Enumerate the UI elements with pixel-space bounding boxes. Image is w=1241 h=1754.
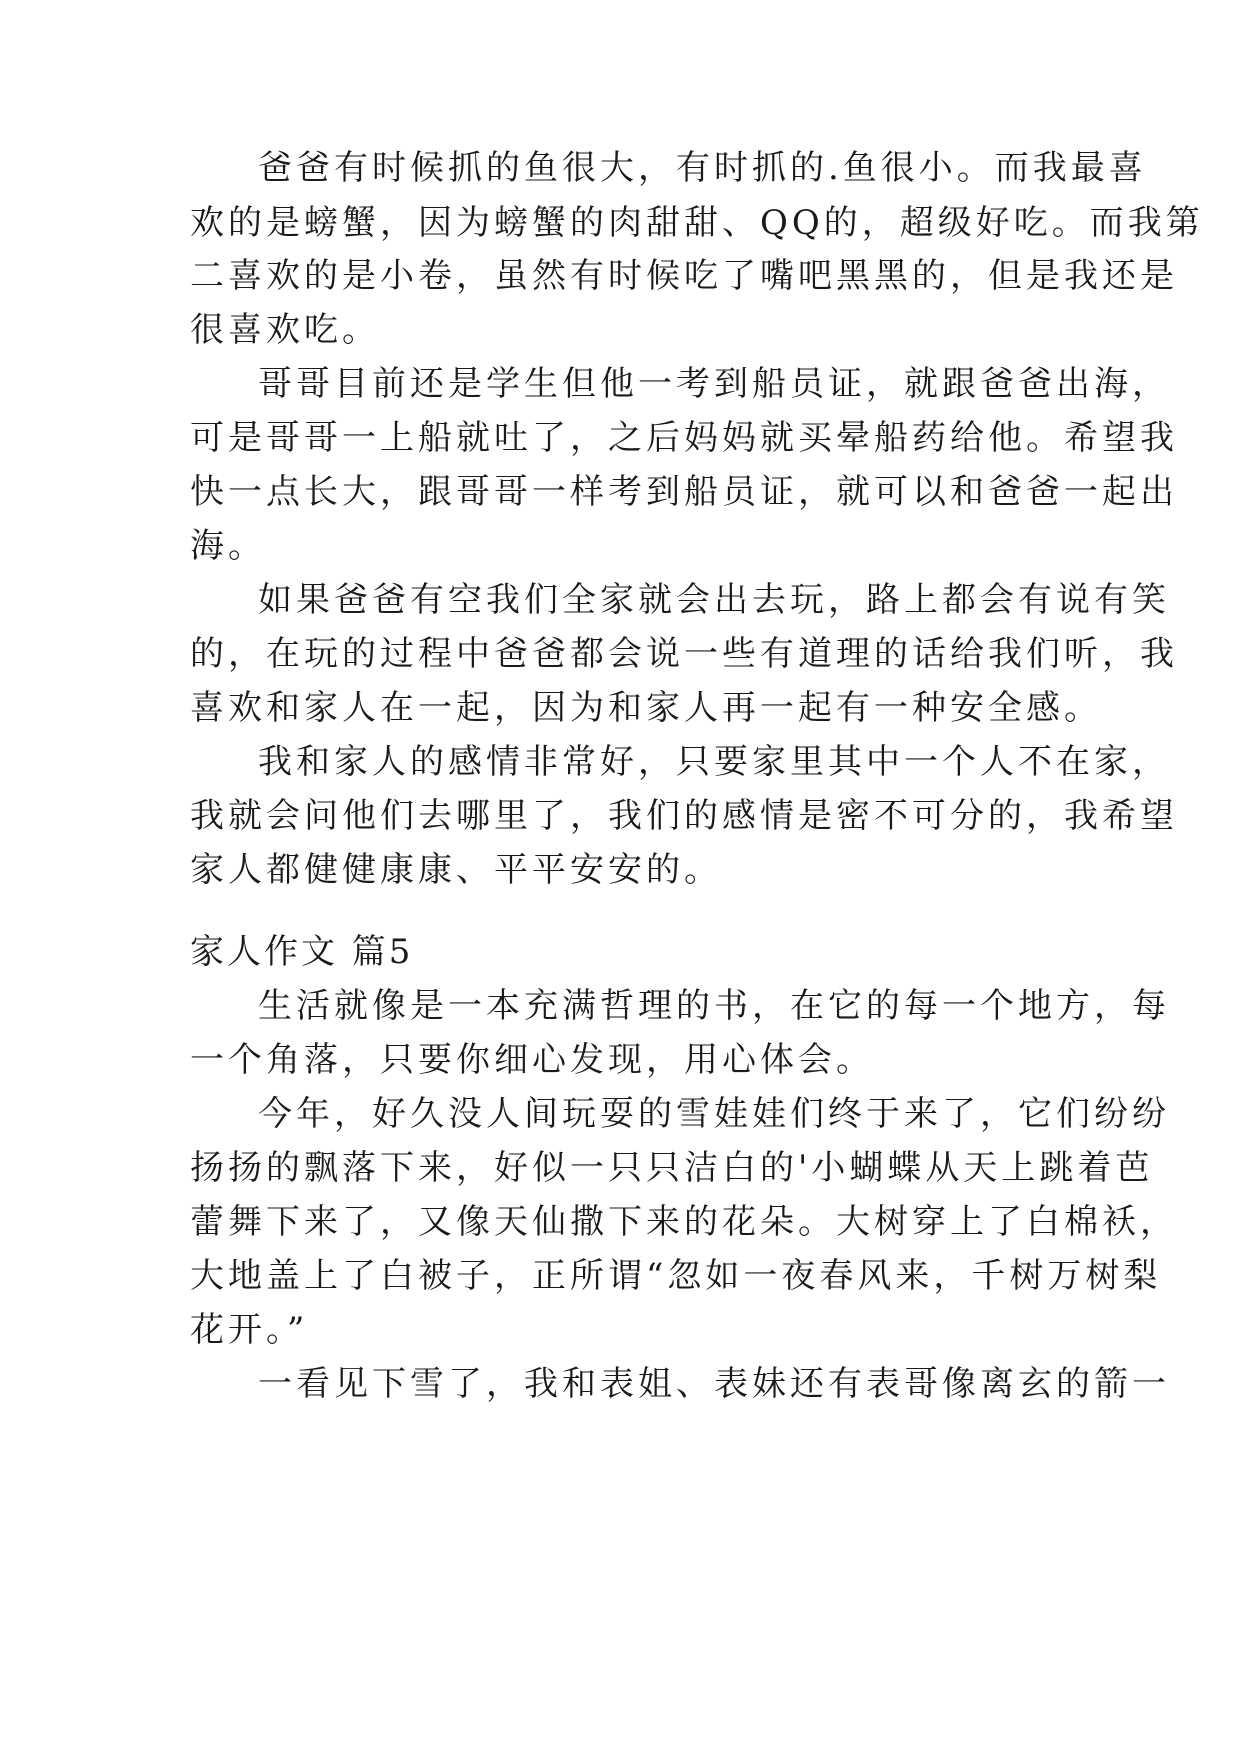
paragraph-line: 扬扬的飘落下来，好似一只只洁白的'小蝴蝶从天上跳着芭 — [190, 1148, 1154, 1188]
paragraph-line: 花开。” — [190, 1310, 309, 1350]
paragraph-line: 哥哥目前还是学生但他一考到船员证，就跟爸爸出海， — [258, 364, 1170, 404]
paragraph-line: 我和家人的感情非常好，只要家里其中一个人不在家， — [258, 742, 1170, 782]
paragraph-line: 很喜欢吃。 — [190, 310, 380, 350]
paragraph-line: 喜欢和家人在一起，因为和家人再一起有一种安全感。 — [190, 688, 1102, 728]
paragraph-line: 爸爸有时候抓的鱼很大，有时抓的.鱼很小。而我最喜 — [258, 148, 1147, 188]
paragraph-line: 一个角落，只要你细心发现，用心体会。 — [190, 1040, 874, 1080]
paragraph-line: 快一点长大，跟哥哥一样考到船员证，就可以和爸爸一起出 — [190, 472, 1178, 512]
paragraph-line: 大地盖上了白被子，正所谓“忽如一夜春风来，千树万树梨 — [190, 1256, 1162, 1296]
section-heading: 家人作文 篇5 — [190, 932, 414, 972]
paragraph-line: 海。 — [190, 526, 266, 566]
paragraph-line: 今年，好久没人间玩耍的雪娃娃们终于来了，它们纷纷 — [258, 1094, 1170, 1134]
paragraph-line: 欢的是螃蟹，因为螃蟹的肉甜甜、QQ的，超级好吃。而我第 — [190, 203, 1204, 243]
paragraph-line: 一看见下雪了，我和表姐、表妹还有表哥像离玄的箭一 — [258, 1364, 1170, 1404]
paragraph-line: 家人都健健康康、平平安安的。 — [190, 850, 722, 890]
paragraph-line: 蕾舞下来了，又像天仙撒下来的花朵。大树穿上了白棉袄， — [190, 1202, 1178, 1242]
paragraph-line: 我就会问他们去哪里了，我们的感情是密不可分的，我希望 — [190, 796, 1178, 836]
paragraph-line: 可是哥哥一上船就吐了，之后妈妈就买晕船药给他。希望我 — [190, 418, 1178, 458]
paragraph-line: 二喜欢的是小卷，虽然有时候吃了嘴吧黑黑的，但是我还是 — [190, 256, 1178, 296]
paragraph-line: 如果爸爸有空我们全家就会出去玩，路上都会有说有笑 — [258, 580, 1170, 620]
paragraph-line: 生活就像是一本充满哲理的书，在它的每一个地方，每 — [258, 986, 1170, 1026]
paragraph-line: 的，在玩的过程中爸爸都会说一些有道理的话给我们听，我 — [190, 634, 1178, 674]
